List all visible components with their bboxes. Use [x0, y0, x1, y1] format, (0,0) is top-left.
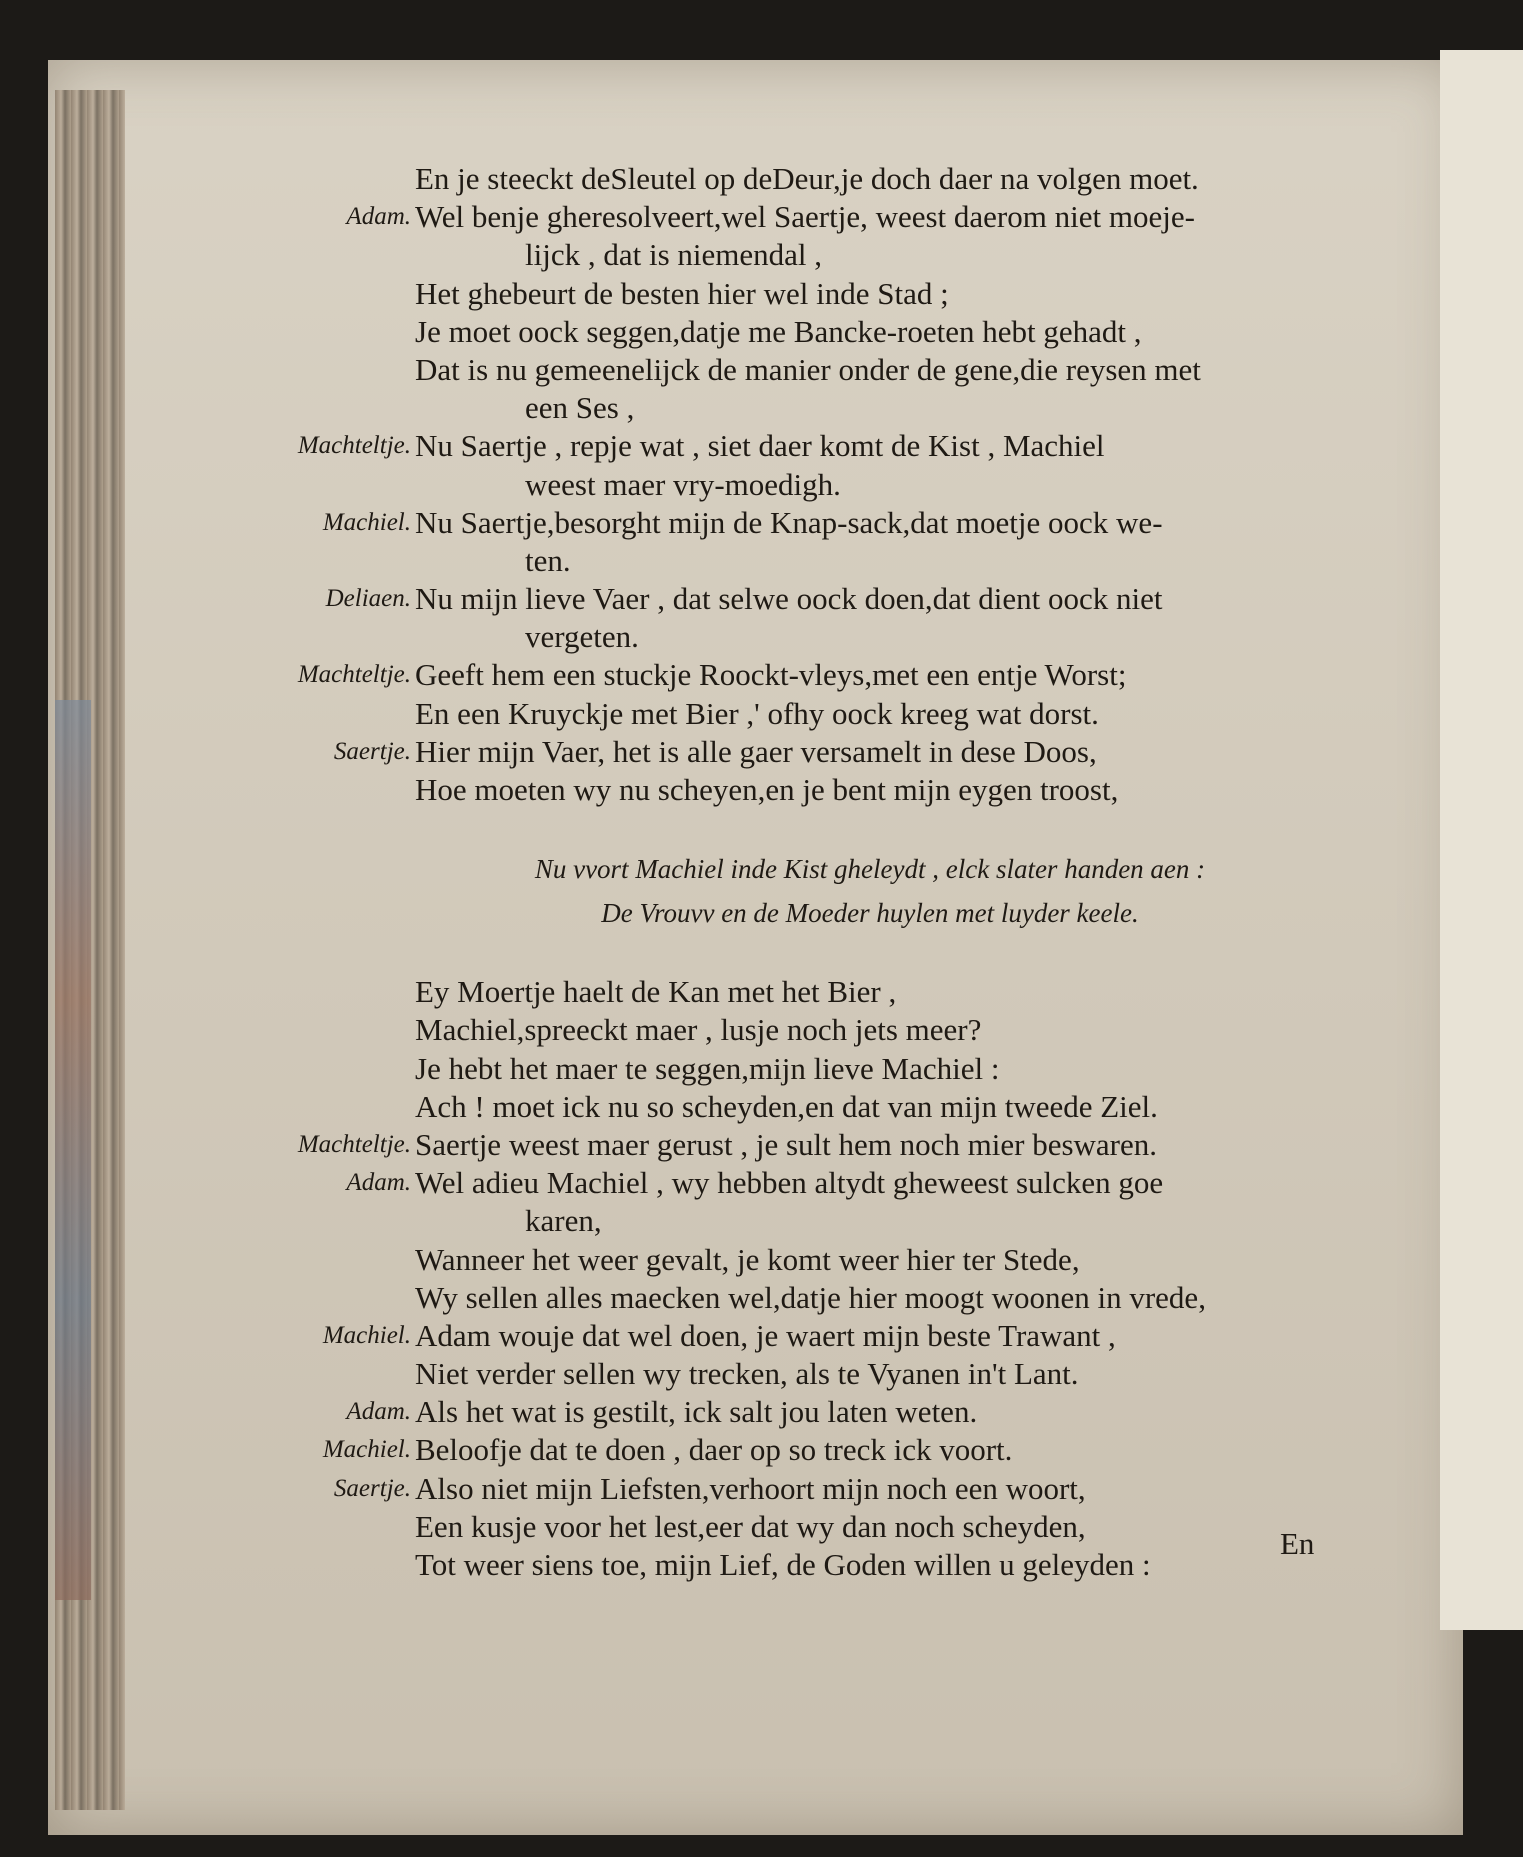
facing-page-edge	[1440, 50, 1523, 1630]
line-text: Wanneer het weer gevalt, je komt weer hier ter Stede,	[415, 1241, 1080, 1277]
line-text: Nu Saertje,besorght mijn de Knap-sack,dat moetje oock we-	[415, 504, 1163, 540]
speaker-name	[180, 1508, 415, 1546]
verse-line	[180, 771, 1360, 809]
line-text: En je steeckt deSleutel op deDeur,je doch daer na volgen moet.	[415, 161, 1199, 196]
speaker-name: Adam.	[346, 203, 411, 231]
line-text: Nu Saertje , repje wat , siet daer komt de Kist , Machiel	[415, 428, 1105, 464]
speaker-name: Machiel.	[322, 1436, 411, 1464]
verse-line	[180, 733, 1360, 771]
line-text: Je moet oock seggen,datje me Bancke-roeten hebt gehadt ,	[415, 313, 1142, 349]
speaker-name	[180, 160, 415, 198]
verse-line	[180, 1050, 1360, 1088]
verse-line	[180, 313, 1360, 351]
stage-line: De Vrouvv en de Moeder huylen met luyder keele.	[601, 898, 1139, 929]
line-text: Machiel,spreeckt maer , lusje noch jets meer?	[415, 1012, 982, 1048]
line-text: Hier mijn Vaer, het is alle gaer versamelt in dese Doos,	[415, 733, 1097, 769]
verse-line	[180, 236, 1360, 274]
marbled-cover	[55, 700, 91, 1600]
line-text: weest maer vry-moedigh.	[525, 466, 841, 502]
verse-line	[180, 1470, 1360, 1508]
line-text: Hoe moeten wy nu scheyen,en je bent mijn eygen troost,	[415, 772, 1119, 807]
verse-line	[180, 160, 1360, 198]
line-text: En een Kruyckje met Bier ,' ofhy oock kreeg wat dorst.	[415, 695, 1099, 731]
speaker-name	[180, 275, 415, 313]
verse-line	[180, 1164, 1360, 1202]
speaker-name: Saertje.	[333, 737, 411, 765]
verse-line	[180, 1393, 1360, 1431]
line-text: Geeft hem een stuckje Roockt-vleys,met een entje Worst;	[415, 657, 1127, 693]
verse-line	[180, 580, 1360, 618]
dialogue-block-2	[180, 973, 1360, 1584]
verse-line	[180, 1202, 1360, 1240]
line-text: Ach ! moet ick nu so scheyden,en dat van mijn tweede Ziel.	[415, 1088, 1158, 1124]
line-text: Wel adieu Machiel , wy hebben altydt gheweest sulcken goe	[415, 1165, 1164, 1201]
line-text: Als het wat is gestilt, ick salt jou laten weten.	[415, 1394, 978, 1430]
speaker-name	[180, 1011, 415, 1049]
speaker-name: Machiel.	[322, 1321, 411, 1349]
line-text: Beloofje dat te doen , daer op so treck ick voort.	[415, 1432, 1013, 1468]
verse-line	[180, 1546, 1360, 1584]
speaker-name	[180, 618, 415, 656]
line-text: Niet verder sellen wy trecken, als te Vyanen in't Lant.	[415, 1356, 1079, 1392]
verse-line	[180, 1011, 1360, 1049]
verse-line	[180, 1355, 1360, 1393]
line-text: karen,	[525, 1203, 602, 1239]
speaker-name: Machteltje.	[297, 661, 411, 689]
verse-line	[180, 973, 1360, 1011]
line-text: Een kusje voor het lest,eer dat wy dan noch scheyden,	[415, 1508, 1086, 1544]
speaker-name	[180, 542, 415, 580]
line-text: ten.	[525, 542, 571, 578]
speaker-name	[180, 313, 415, 351]
speaker-name: Machiel.	[322, 508, 411, 536]
verse-line	[180, 542, 1360, 580]
line-text: Het ghebeurt de besten hier wel inde Stad ;	[415, 275, 949, 311]
line-text: Wel benje gheresolveert,wel Saertje, weest daerom niet moeje-	[415, 199, 1195, 235]
speaker-name: Deliaen.	[325, 585, 411, 613]
verse-line	[180, 1279, 1360, 1317]
verse-line	[180, 275, 1360, 313]
spacer	[180, 809, 1360, 847]
speaker-name	[180, 771, 415, 809]
line-text: Wy sellen alles maecken wel,datje hier moogt woonen in vrede,	[415, 1279, 1206, 1315]
speaker-name: Machteltje.	[297, 1130, 411, 1158]
speaker-name	[180, 1241, 415, 1279]
line-text: Also niet mijn Liefsten,verhoort mijn noch een woort,	[415, 1470, 1086, 1506]
line-text: een Ses ,	[525, 390, 635, 426]
speaker-name: Machteltje.	[297, 432, 411, 460]
line-text: Je hebt het maer te seggen,mijn lieve Machiel :	[415, 1050, 1000, 1086]
stage-direction	[180, 847, 1360, 935]
verse-line	[180, 198, 1360, 236]
speaker-name	[180, 1050, 415, 1088]
line-text: Ey Moertje haelt de Kan met het Bier ,	[415, 974, 897, 1010]
speaker-name	[180, 389, 415, 427]
line-text: Saertje weest maer gerust , je sult hem noch mier beswaren.	[415, 1126, 1158, 1162]
dialogue-block-1	[180, 160, 1360, 809]
verse-line	[180, 695, 1360, 733]
verse-line	[180, 656, 1360, 694]
line-text: vergeten.	[525, 619, 639, 655]
verse-line	[180, 1508, 1360, 1546]
verse-line	[180, 1317, 1360, 1355]
verse-line	[180, 618, 1360, 656]
speaker-name	[180, 1202, 415, 1240]
verse-line	[180, 504, 1360, 542]
speaker-name: Saertje.	[333, 1474, 411, 1502]
line-text: Adam wouje dat wel doen, je waert mijn beste Trawant ,	[415, 1317, 1116, 1353]
verse-line	[180, 1126, 1360, 1164]
catchword: En	[1280, 1526, 1315, 1561]
verse-line	[180, 1241, 1360, 1279]
speaker-name	[180, 1355, 415, 1393]
speaker-name	[180, 973, 415, 1011]
line-text: Tot weer siens toe, mijn Lief, de Goden willen u geleyden :	[415, 1547, 1151, 1582]
speaker-name: Adam.	[346, 1398, 411, 1426]
speaker-name	[180, 1279, 415, 1317]
verse-line	[180, 466, 1360, 504]
speaker-name: Adam.	[346, 1169, 411, 1197]
speaker-name	[180, 351, 415, 389]
verse-line	[180, 1088, 1360, 1126]
stage-line: Nu vvort Machiel inde Kist gheleydt , elck slater handen aen :	[534, 854, 1206, 885]
speaker-name	[180, 1088, 415, 1126]
speaker-name	[180, 695, 415, 733]
speaker-name	[180, 236, 415, 274]
speaker-name	[180, 466, 415, 504]
spacer	[180, 935, 1360, 973]
page-text	[180, 160, 1360, 1584]
line-text: Dat is nu gemeenelijck de manier onder de gene,die reysen met	[415, 351, 1201, 387]
verse-line	[180, 351, 1360, 389]
verse-line	[180, 389, 1360, 427]
line-text: Nu mijn lieve Vaer , dat selwe oock doen,dat dient oock niet	[415, 581, 1163, 617]
verse-line	[180, 1431, 1360, 1469]
verse-line	[180, 427, 1360, 465]
speaker-name	[180, 1546, 415, 1584]
line-text: lijck , dat is niemendal ,	[525, 237, 823, 273]
